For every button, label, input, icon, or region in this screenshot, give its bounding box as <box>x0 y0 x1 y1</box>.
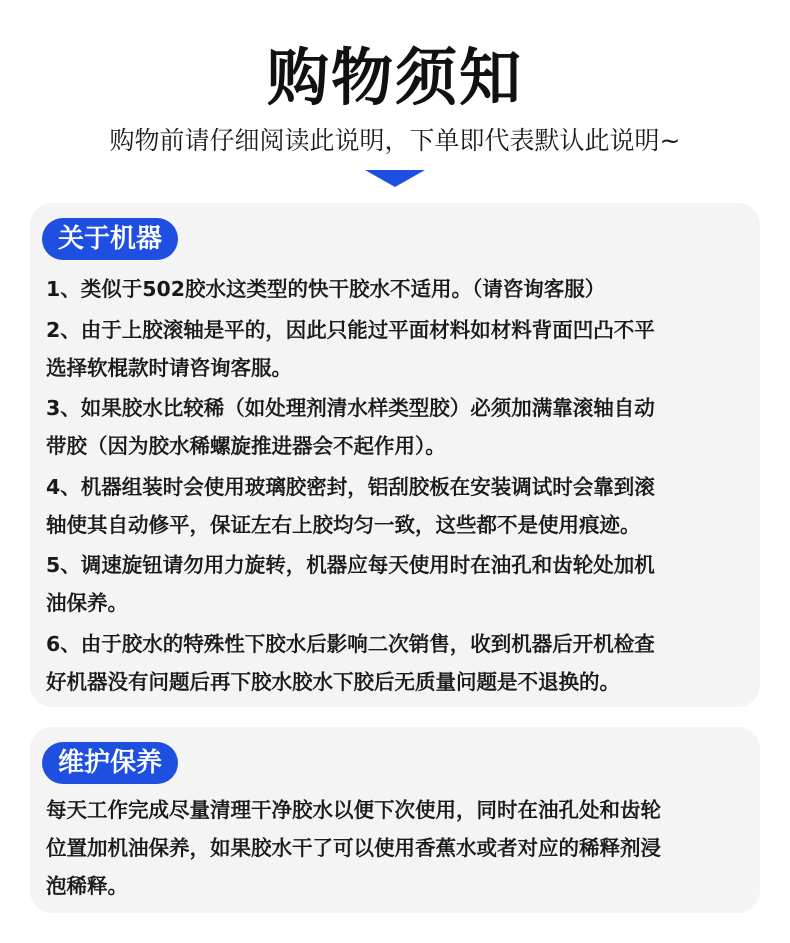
list-item: 4、机器组装时会使用玻璃胶密封，铝刮胶板在安装调试时会靠到滚 轴使其自动修平，保证左右上胶均匀一致，这些都不是使用痕迹。 <box>46 474 655 537</box>
list-item: 3、如果胶水比较稀（如处理剂清水样类型胶）必须加满靠滚轴自动 带胶（因为胶水稀螺旋推进器会不起作用）。 <box>46 396 655 458</box>
page-header <box>0 0 790 195</box>
maintenance-card <box>30 727 760 913</box>
list-item: 1、类似于502胶水这类型的快干胶水不适用。（请咨询客服） <box>46 277 606 301</box>
page-title: 购物须知 <box>266 41 523 114</box>
page-subtitle: 购物前请仔细阅读此说明，下单即代表默认此说明~ <box>109 126 681 155</box>
maintenance-text: 每天工作完成尽量清理干净胶水以便下次使用，同时在油孔处和齿轮 位置加机油保养，如果胶水干了可以使用香蕉水或者对应的稀释剂浸 泡稀释。 <box>46 798 661 898</box>
list-item: 5、调速旋钮请勿用力旋转，机器应每天使用时在油孔和齿轮处加机 油保养。 <box>46 553 655 615</box>
maintenance-label: 维护保养 <box>42 742 178 784</box>
about-machine-card <box>30 203 760 707</box>
about-machine-list <box>46 270 752 703</box>
list-item: 2、由于上胶滚轴是平的，因此只能过平面材料如材料背面凹凸不平 选择软棍款时请咨询客服。 <box>46 317 655 380</box>
list-item: 6、由于胶水的特殊性下胶水后影响二次销售，收到机器后开机检查 好机器没有问题后再下胶水胶水下胶后无质量问题是不退换的。 <box>46 631 655 694</box>
about-machine-label: 关于机器 <box>42 218 178 260</box>
chevron-down-icon <box>365 170 425 187</box>
